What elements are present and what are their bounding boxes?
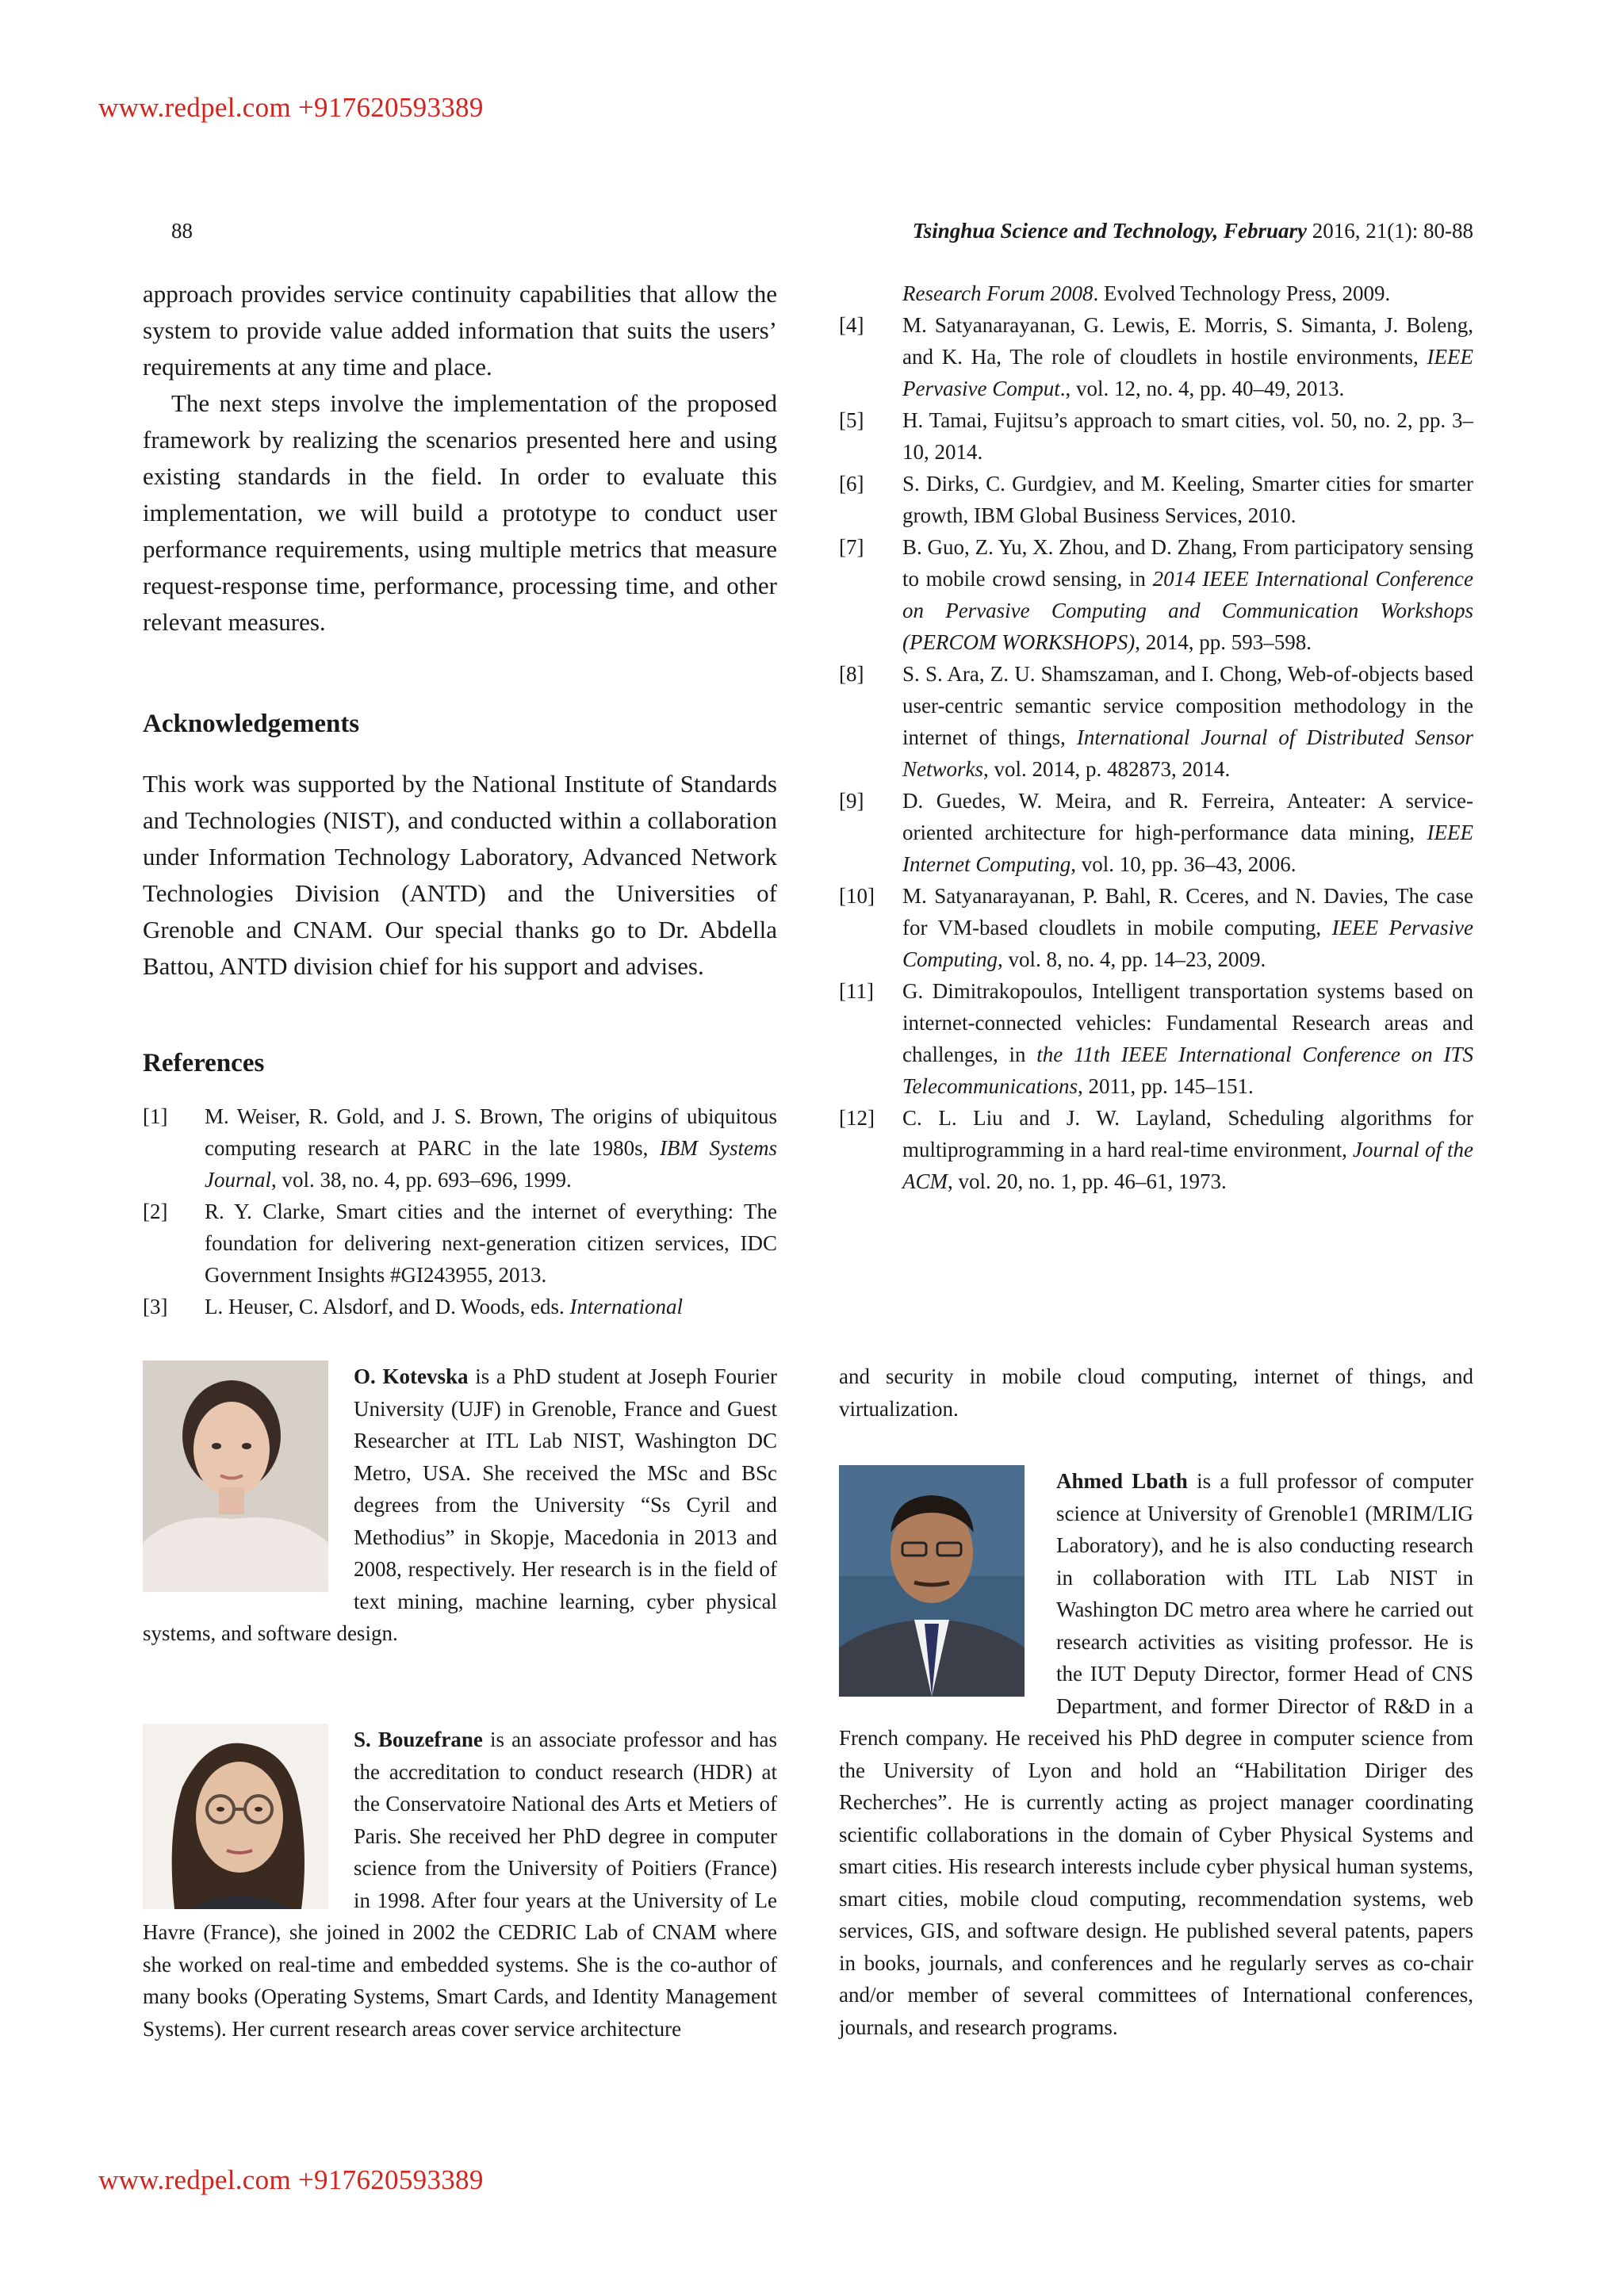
reference-item: [10] M. Satyanarayanan, P. Bahl, R. Cceres, and N. Davies, The case for VM-based cloudlets in mobile computing, IEEE Pervasive Computing, vol. 8, no. 4, pp. 14–23, 2009.	[839, 884, 1473, 971]
body-paragraph-2: The next steps involve the implementation of the proposed framework by realizing the scenarios presented here and using existing standards in the field. In order to evaluate this implementation, we will build a prototype to conduct user performance requirements, using multiple metrics that measure request-response time, performance, processing time, and other relevant measures.	[143, 389, 777, 636]
reference-item: [7] B. Guo, Z. Yu, X. Zhou, and D. Zhang, From participatory sensing to mobile crowd sensing, in 2014 IEEE International Conference on Pervasive Computing and Communication Workshops (PERCOM WORKSHOPS), 2014, pp. 593–598.	[839, 535, 1473, 654]
reference-item: [3] L. Heuser, C. Alsdorf, and D. Woods, eds. International	[143, 1295, 683, 1318]
bio-kotevska-text: O. Kotevska is a PhD student at Joseph Fourier University (UJF) in Grenoble, France and Guest Researcher at ITL Lab NIST, Washington DC Metro, USA. She received the MSc and BSc degrees from the University “Ss Cyril and Methodius” in Skopje, Macedonia in 2013 and 2008, respectively. Her research is in the field of text mining, machine learning, cyber physical systems, and software design.	[143, 1364, 777, 1645]
reference-item: [8] S. S. Ara, Z. U. Shamszaman, and I. Chong, Web-of-objects based user-centric semantic service composition methodology in the internet of things, International Journal of Distributed Sensor Networks, vol. 2014, p. 482873, 2014.	[839, 662, 1473, 781]
body-paragraph-1: approach provides service continuity capabilities that allow the system to provide value added information that suits the users’ requirements at any time and place.	[143, 280, 777, 381]
reference-item: [2] R. Y. Clarke, Smart cities and the internet of everything: The foundation for delivering next-generation citizen services, IDC Government Insights #GI243955, 2013.	[143, 1200, 777, 1287]
journal-issue: 2016, 21(1): 80-88	[1307, 219, 1473, 243]
reference-item: [6] S. Dirks, C. Gurdgiev, and M. Keeling, Smarter cities for smarter growth, IBM Global Business Services, 2010.	[839, 472, 1473, 527]
acknowledgements-heading: Acknowledgements	[143, 710, 360, 738]
bio-lbath-text: Ahmed Lbath is a full professor of computer science at University of Grenoble1 (MRIM/LIG Laboratory), and he is also conducting research in collaboration with ITL Lab NIST in Washington DC metro area where he carried out research activities as visiting professor. He is the IUT Deputy Director, former Head of CNS Department, and former Director of R&D in a French company. He received his PhD degree in computer science from the University of Lyon and hold an “Habilitation Diriger des Recherches”. He is currently acting as project manager coordinating scientific collaborations in the domain of Cyber Physical Systems and smart cities. His research interests include cyber physical human systems, smart cities, mobile cloud computing, recommendation systems, web services, GIS, and software design. He published several patents, papers in books, journals, and conferences and he regularly serves as co-chair and/or member of several committees of International conferences, journals, and research programs.	[839, 1469, 1473, 2039]
running-header	[913, 219, 1473, 243]
bio-lbath	[839, 1465, 1473, 2043]
author-photo-kotevska	[143, 1360, 328, 1592]
references-heading: References	[143, 1049, 265, 1077]
author-photo-bouzefrane	[143, 1724, 328, 1909]
reference-item: [11] G. Dimitrakopoulos, Intelligent transportation systems based on internet-connected vehicles: Fundamental Research areas and challenges, in the 11th IEEE International Conference on ITS Telecommunications, 2011, pp. 145–151.	[839, 979, 1473, 1098]
watermark-bottom: www.redpel.com +917620593389	[98, 2164, 484, 2195]
watermark-top: www.redpel.com +917620593389	[98, 92, 484, 123]
reference-item: [12] C. L. Liu and J. W. Layland, Scheduling algorithms for multiprogramming in a hard real-time environment, Journal of the ACM, vol. 20, no. 1, pp. 46–61, 1973.	[839, 1106, 1474, 1193]
author-photo-lbath	[839, 1465, 1025, 1697]
references-left	[143, 1100, 777, 1322]
acknowledgements-paragraph: This work was supported by the National Institute of Standards and Technologies (NIST), and conducted within a collaboration under Information Technology Laboratory, Advanced Network Technologies Division (ANTD) and the Universities of Grenoble and CNAM. Our special thanks go to Dr. Abdella Battou, ANTD division chief for his support and advises.	[143, 770, 777, 980]
journal-name: Tsinghua Science and Technology, February	[912, 219, 1308, 243]
reference-item: [4] M. Satyanarayanan, G. Lewis, E. Morris, S. Simanta, J. Boleng, and K. Ha, The role of cloudlets in hostile environments, IEEE Pervasive Comput., vol. 12, no. 4, pp. 40–49, 2013.	[839, 313, 1473, 400]
left-column-body	[143, 276, 777, 641]
bio-kotevska	[143, 1360, 777, 1650]
reference-item: [1] M. Weiser, R. Gold, and J. S. Brown, The origins of ubiquitous computing research at PARC in the late 1980s, IBM Systems Journal, vol. 38, no. 4, pp. 693–696, 1999.	[143, 1104, 777, 1192]
reference-item-continued: Research Forum 2008. Evolved Technology Press, 2009.	[902, 281, 1391, 305]
acknowledgements-text	[143, 766, 777, 985]
page-number: 88	[171, 219, 193, 243]
reference-item: [9] D. Guedes, W. Meira, and R. Ferreira, Anteater: A service-oriented architecture for high-performance data mining, IEEE Internet Computing, vol. 10, pp. 36–43, 2006.	[839, 789, 1473, 876]
reference-item: [5] H. Tamai, Fujitsu’s approach to smart cities, vol. 50, no. 2, pp. 3–10, 2014.	[839, 408, 1473, 464]
bio-bouzefrane-text: S. Bouzefrane is an associate professor and has the accreditation to conduct research (HDR) at the Conservatoire National des Arts et Metiers of Paris. She received her PhD degree in computer science from the University of Poitiers (France) in 1998. After four years at the University of Le Havre (France), she joined in 2002 the CEDRIC Lab of CNAM where she worked on real-time and embedded systems. She is the co-author of many books (Operating Systems, Smart Cards, and Identity Management Systems). Her current research areas cover service architecture	[143, 1728, 777, 2041]
bio-bouzefrane-continued: and security in mobile cloud computing, internet of things, and virtualization.	[839, 1364, 1473, 1421]
bio-bouzefrane	[143, 1724, 777, 2045]
references-right	[839, 277, 1473, 1197]
